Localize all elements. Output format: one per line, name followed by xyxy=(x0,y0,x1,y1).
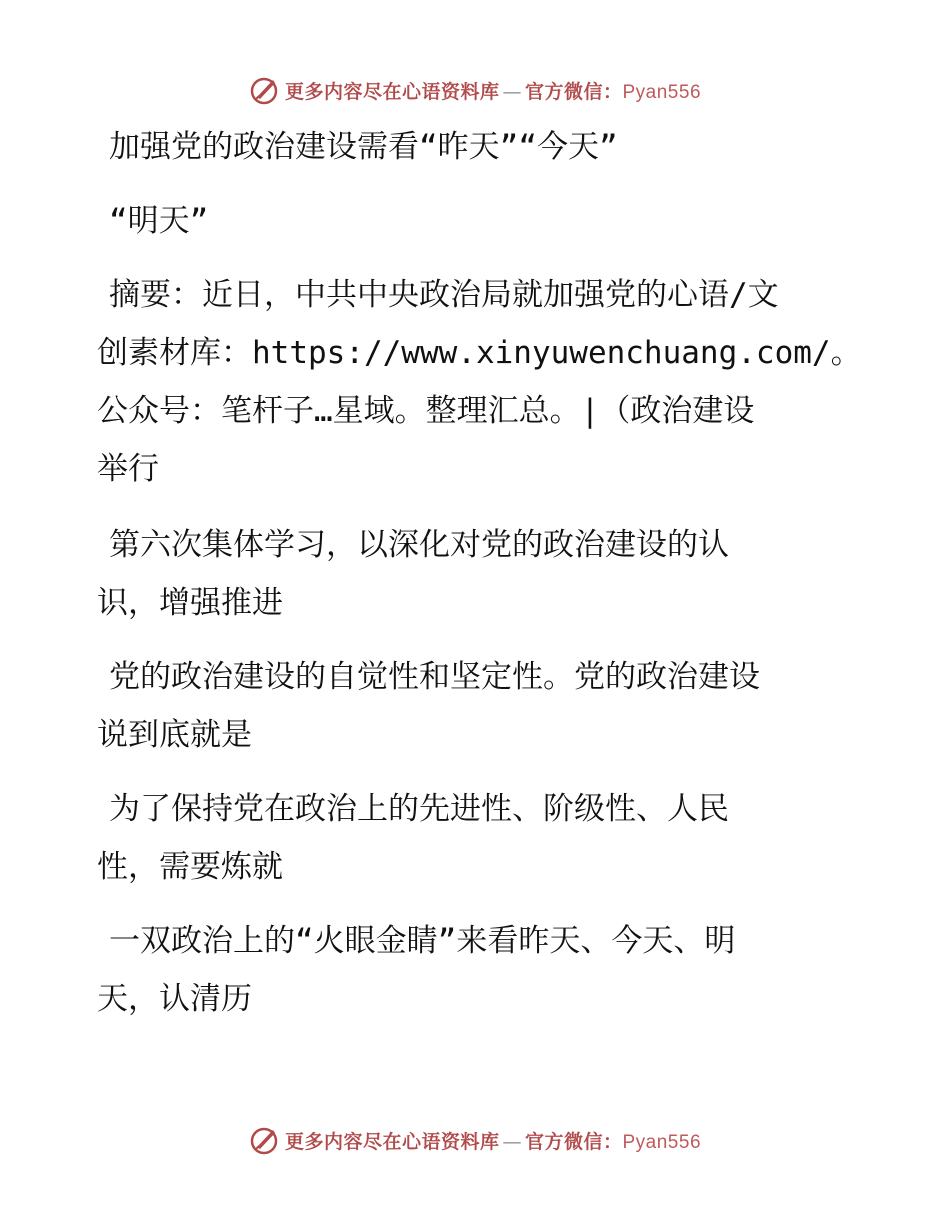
paragraph-line: 党的政治建设的自觉性和坚定性。党的政治建设 xyxy=(109,659,760,695)
paragraph-line: 说到底就是 xyxy=(97,717,252,753)
paragraph-line: 创素材库：https://www.xinyuwenchuang.com/。 xyxy=(97,335,862,371)
doc-title-line: 加强党的政治建设需看“昨天”“今天” xyxy=(109,129,618,165)
header-banner xyxy=(0,70,950,110)
footer-wechat-handle: Pyan556 xyxy=(622,1131,702,1153)
paragraph-line: 第六次集体学习，以深化对党的政治建设的认 xyxy=(109,527,729,563)
header-banner-text: 更多内容尽在心语资料库 — 官方微信：Pyan556 xyxy=(284,80,702,103)
paragraph-line: 举行 xyxy=(97,451,159,487)
paragraph-line: 性，需要炼就 xyxy=(97,849,283,885)
doc-title-line: “明天” xyxy=(109,203,209,239)
header-wechat-handle: Pyan556 xyxy=(622,81,702,103)
quill-logo-icon xyxy=(249,1125,279,1155)
paragraph-line: 摘要：近日，中共中央政治局就加强党的心语/文 xyxy=(109,277,779,313)
paragraph-line: 为了保持党在政治上的先进性、阶级性、人民 xyxy=(109,791,729,827)
footer-banner-text: 更多内容尽在心语资料库 — 官方微信：Pyan556 xyxy=(284,1130,702,1153)
paragraph-line: 公众号：笔杆子…星域。整理汇总。|（政治建设 xyxy=(97,393,755,429)
paragraph-line: 天，认清历 xyxy=(97,981,252,1017)
paragraph-line: 识，增强推进 xyxy=(97,585,283,621)
quill-logo-icon xyxy=(249,75,279,105)
paragraph-line: 一双政治上的“火眼金睛”来看昨天、今天、明 xyxy=(109,923,736,959)
footer-banner xyxy=(0,1120,950,1160)
